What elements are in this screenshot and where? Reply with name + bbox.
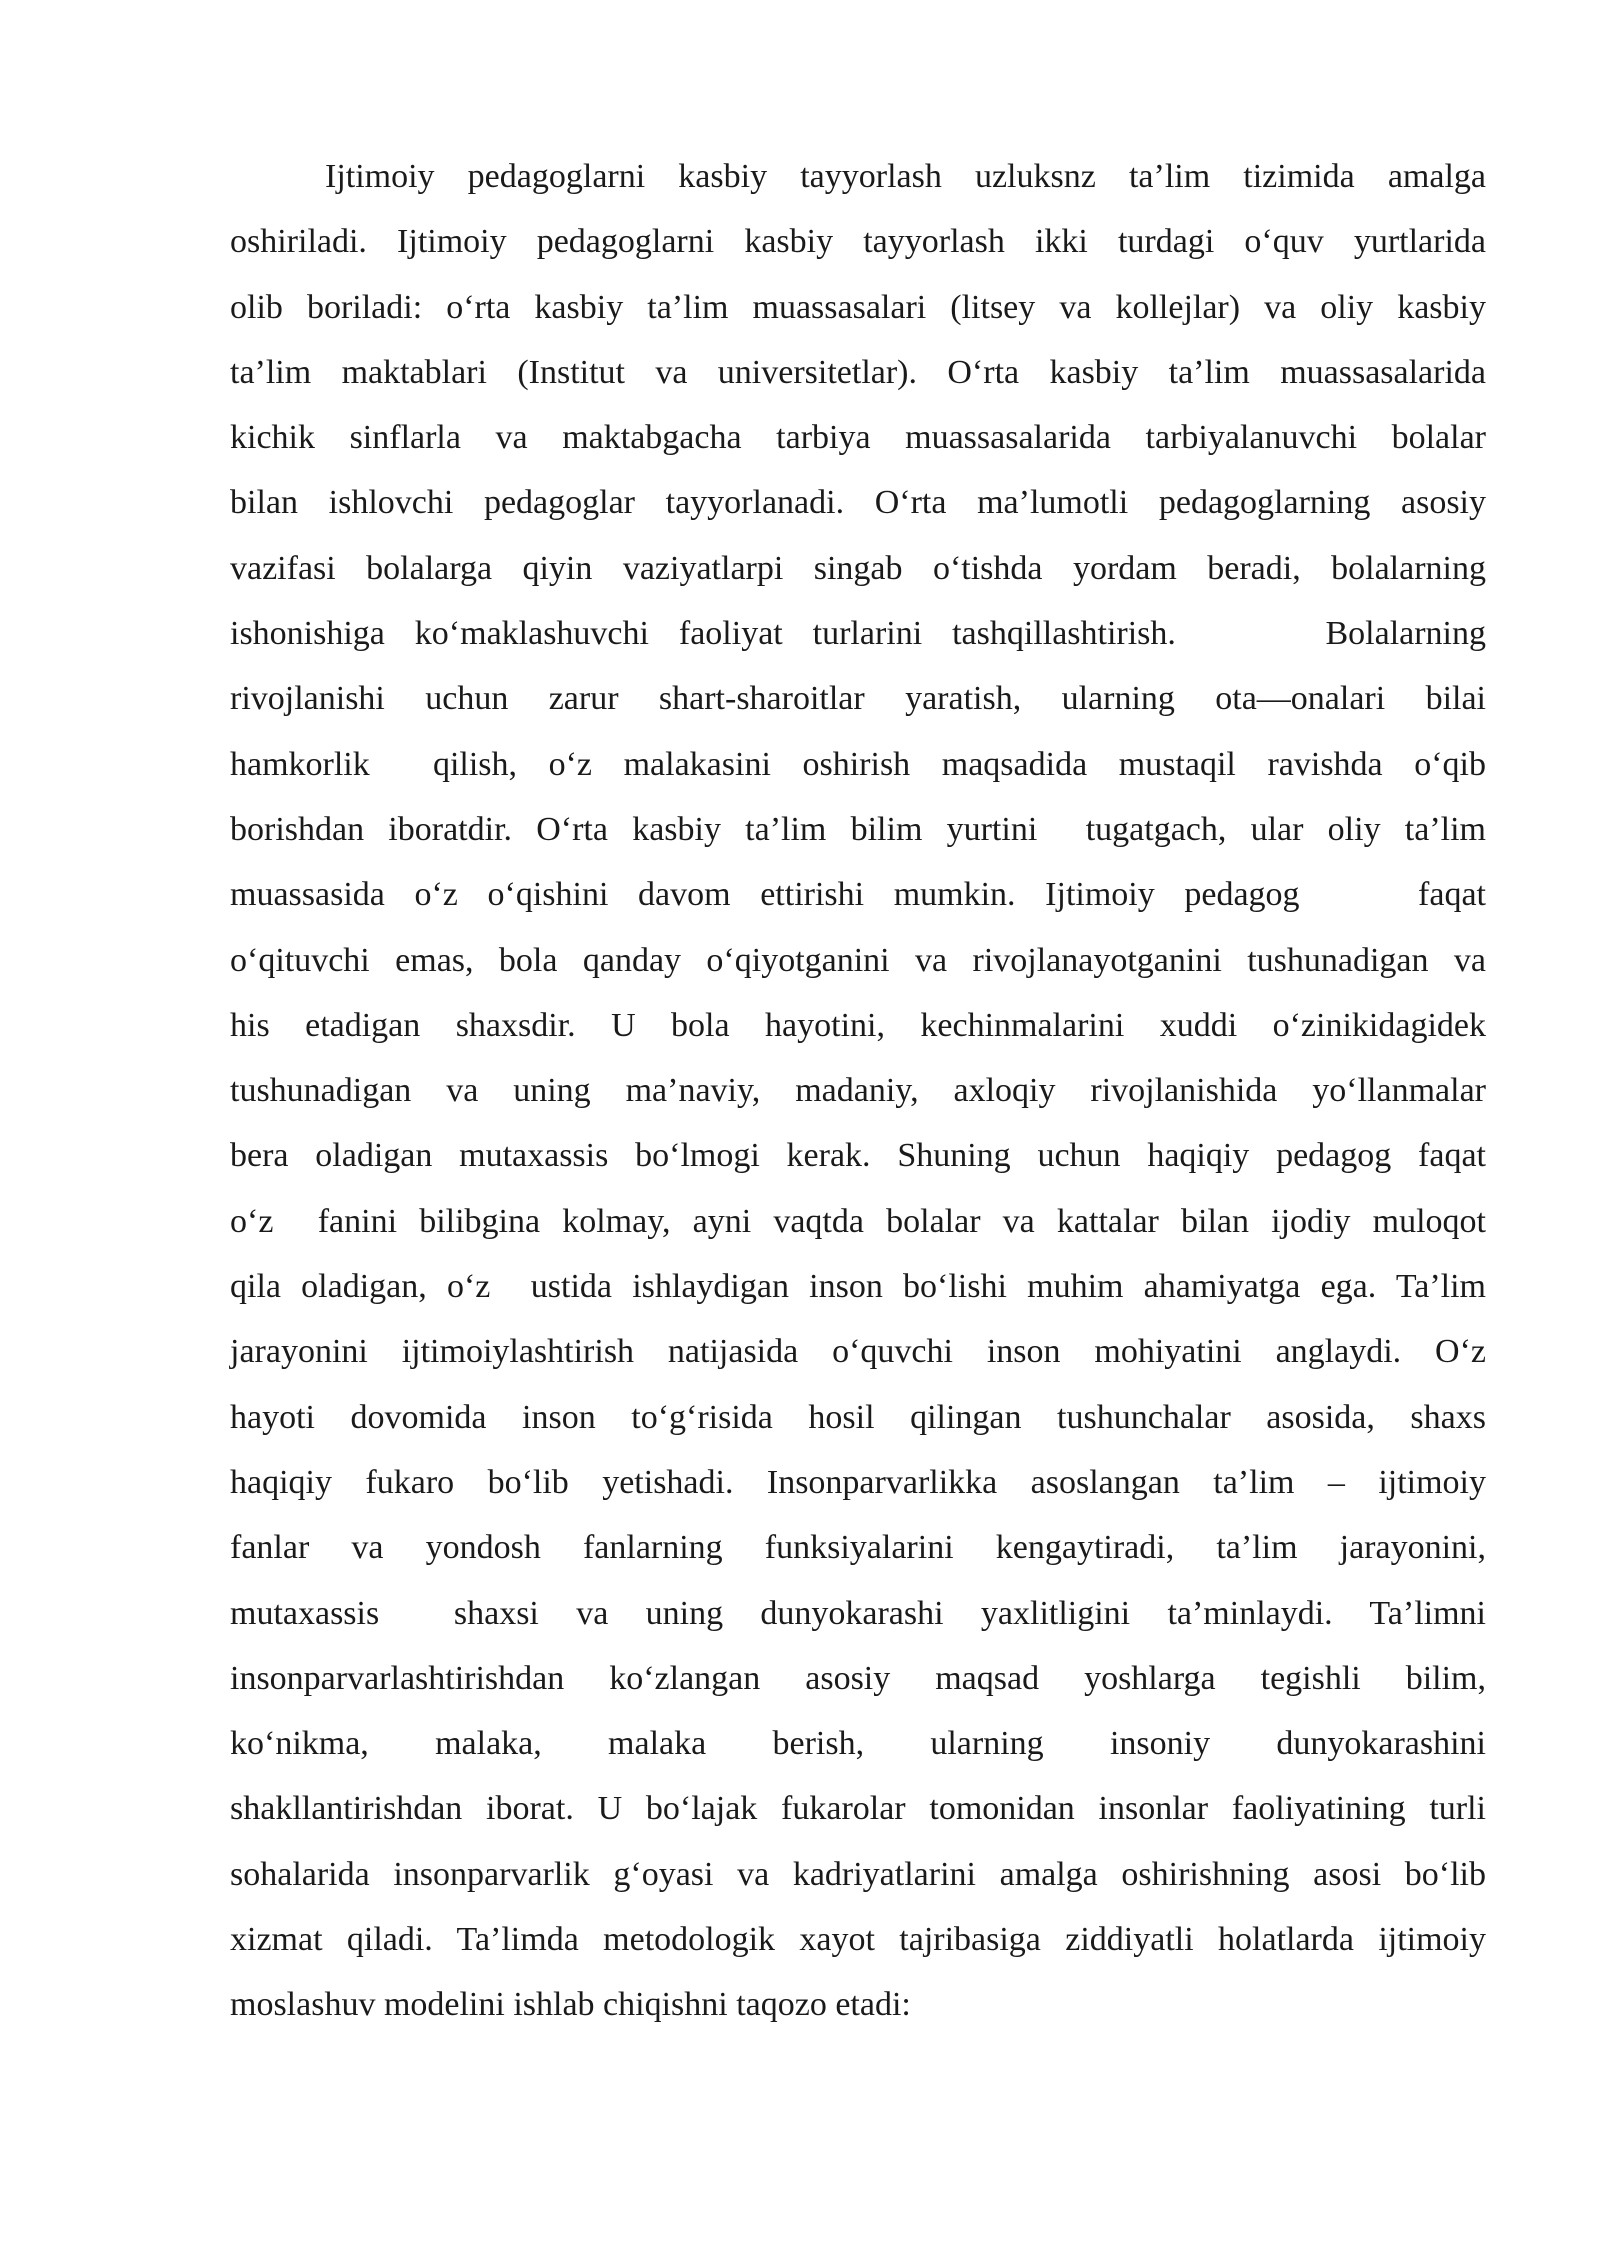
paragraph-line: borishdan iboratdir. O‘rta kasbiy ta’lim bilim yurtini tugatgach, ular oliy ta’lim [230,810,1486,848]
paragraph-line: Ijtimoiy pedagoglarni kasbiy tayyorlash uzluksnz ta’lim tizimida amalga [325,158,1486,195]
paragraph-line: jarayonini ijtimoiylashtirish natijasida o‘quvchi inson mohiyatini anglaydi. O‘z [230,1333,1486,1371]
paragraph-line: xizmat qiladi. Ta’limda metodologik xayot tajribasiga ziddiyatli holatlarda ijtimoiy [230,1921,1486,1959]
paragraph-line: his etadigan shaxsdir. U bola hayotini, kechinmalarini xuddi o‘zinikidagidek [230,1006,1486,1044]
paragraph-line: mutaxassis shaxsi va uning dunyokarashi yaxlitligini ta’minlaydi. Ta’limni [230,1594,1486,1632]
paragraph-line: hayoti dovomida inson to‘g‘risida hosil qilingan tushunchalar asosida, shaxs [230,1398,1486,1436]
paragraph-line: sohalarida insonparvarlik g‘oyasi va kadriyatlarini amalga oshirishning asosi bo‘lib [230,1855,1486,1893]
paragraph-line: o‘qituvchi emas, bola qanday o‘qiyotganini va rivojlanayotganini tushunadigan va [230,941,1486,979]
paragraph-line: bera oladigan mutaxassis bo‘lmogi kerak. Shuning uchun haqiqiy pedagog faqat [230,1137,1486,1175]
paragraph-line: kichik sinflarla va maktabgacha tarbiya muassasalarida tarbiyalanuvchi bolalar [230,419,1486,457]
paragraph-line: insonparvarlashtirishdan ko‘zlangan asosiy maqsad yoshlarga tegishli bilim, [230,1659,1486,1697]
paragraph-line: fanlar va yondosh fanlarning funksiyalarini kengaytiradi, ta’lim jarayonini, [230,1529,1486,1567]
paragraph-line: olib boriladi: o‘rta kasbiy ta’lim muassasalari (litsey va kollejlar) va oliy kasbiy [230,288,1486,326]
paragraph-line: ishonishiga ko‘maklashuvchi faoliyat turlarini tashqillashtirish. Bolalarning [230,615,1486,653]
paragraph-line: muassasida o‘z o‘qishini davom ettirishi mumkin. Ijtimoiy pedagog faqat [230,876,1486,914]
paragraph-line: hamkorlik qilish, o‘z malakasini oshirish maqsadida mustaqil ravishda o‘qib [230,745,1486,783]
paragraph-line: rivojlanishi uchun zarur shart-sharoitlar yaratish, ularning ota—onalari bilai [230,680,1486,718]
body-paragraph [230,144,1486,2038]
paragraph-line: haqiqiy fukaro bo‘lib yetishadi. Insonparvarlikka asoslangan ta’lim – ijtimoiy [230,1463,1486,1501]
paragraph-line: vazifasi bolalarga qiyin vaziyatlarpi singab o‘tishda yordam beradi, bolalarning [230,549,1486,587]
paragraph-line: tushunadigan va uning ma’naviy, madaniy, axloqiy rivojlanishida yo‘llanmalar [230,1072,1486,1110]
paragraph-line: bilan ishlovchi pedagoglar tayyorlanadi. O‘rta ma’lumotli pedagoglarning asosiy [230,484,1486,522]
paragraph-line: ko‘nikma, malaka, malaka berish, ularning insoniy dunyokarashini [230,1725,1486,1763]
paragraph-line: ta’lim maktablari (Institut va universitetlar). O‘rta kasbiy ta’lim muassasalarida [230,353,1486,391]
paragraph-line: qila oladigan, o‘z ustida ishlaydigan inson bo‘lishi muhim ahamiyatga ega. Ta’lim [230,1268,1486,1306]
paragraph-line: o‘z fanini bilibgina kolmay, ayni vaqtda bolalar va kattalar bilan ijodiy muloqot [230,1202,1486,1240]
paragraph-line: moslashuv modelini ishlab chiqishni taqozo etadi: [230,1986,911,2024]
paragraph-line: shakllantirishdan iborat. U bo‘lajak fukarolar tomonidan insonlar faoliyatining turli [230,1790,1486,1828]
paragraph-line: oshiriladi. Ijtimoiy pedagoglarni kasbiy tayyorlash ikki turdagi o‘quv yurtlarida [230,223,1486,261]
